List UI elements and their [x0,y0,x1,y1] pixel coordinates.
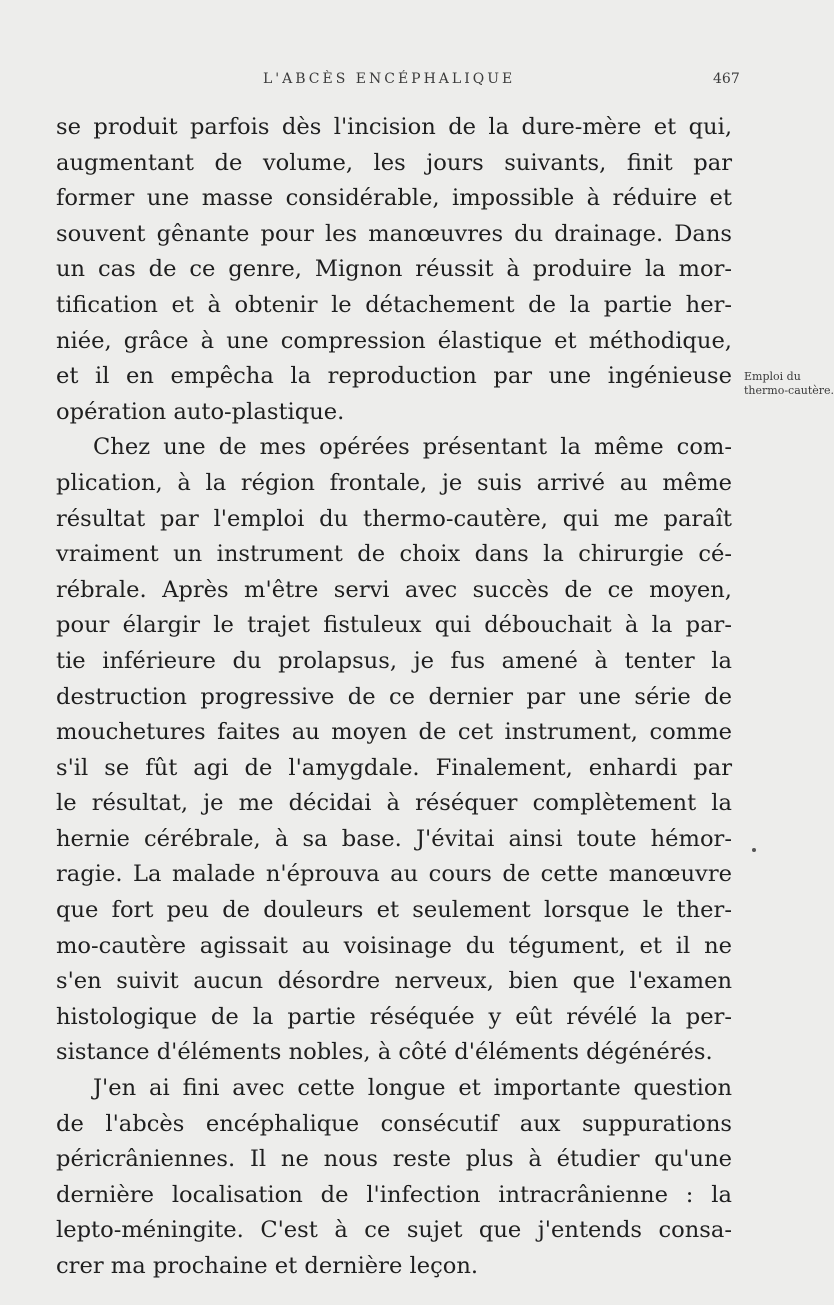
text-line: tie inférieure du prolapsus, je fus amené à tenter la [56,647,732,674]
text-line: de l'abcès encéphalique consécutif aux suppurations [56,1110,732,1137]
text-line: J'en ai fini avec cette longue et importante question [93,1075,732,1102]
text-line: que fort peu de douleurs et seulement lorsque le ther- [56,897,732,924]
text-line: pour élargir le trajet fistuleux qui débouchait à la par- [56,612,732,639]
text-line: opération auto-plastique. [56,398,345,425]
text-line: s'en suivit aucun désordre nerveux, bien que l'examen [56,968,732,995]
margin-note [744,370,834,398]
text-line: niée, grâce à une compression élastique et méthodique, [56,327,732,354]
margin-note-line-1: Emploi du [744,370,801,383]
text-line: destruction progressive de ce dernier par une série de [56,683,732,710]
margin-note-line-2: thermo-cautère. [744,384,834,397]
text-line: mo-cautère agissait au voisinage du tégument, et il ne [56,932,732,959]
text-line: histologique de la partie réséquée y eût révélé la per- [56,1003,732,1030]
text-line: Chez une de mes opérées présentant la même com- [93,434,732,461]
text-line: sistance d'éléments nobles, à côté d'éléments dégénérés. [56,1039,713,1066]
running-head-title: L'ABCÈS ENCÉPHALIQUE [263,71,516,87]
text-line: augmentant de volume, les jours suivants, finit par [56,149,732,176]
body-text [56,110,732,1285]
text-line: se produit parfois dès l'incision de la dure-mère et qui, [56,114,732,140]
text-line: péricrâniennes. Il ne nous reste plus à étudier qu'une [56,1146,732,1173]
page-number: 467 [713,71,740,87]
text-line: un cas de ce genre, Mignon réussit à produire la mor- [56,256,732,283]
text-line: le résultat, je me décidai à réséquer complètement la [56,790,732,817]
margin-bullet-mark [752,848,756,852]
text-line: et il en empêcha la reproduction par une ingénieuse [56,363,732,390]
text-line: souvent gênante pour les manœuvres du drainage. Dans [56,220,732,247]
text-line: hernie cérébrale, à sa base. J'évitai ainsi toute hémor- [56,825,732,852]
text-line: plication, à la région frontale, je suis arrivé au même [56,469,732,496]
text-line: crer ma prochaine et dernière leçon. [56,1253,479,1279]
text-line: former une masse considérable, impossible à réduire et [56,185,732,212]
text-line: tification et à obtenir le détachement de la partie her- [56,291,732,318]
running-head [0,71,800,101]
text-line: rébrale. Après m'être servi avec succès de ce moyen, [56,576,732,603]
text-line: mouchetures faites au moyen de cet instrument, comme [56,719,732,746]
text-line: vraiment un instrument de choix dans la chirurgie cé- [56,541,732,568]
text-line: résultat par l'emploi du thermo-cautère, qui me paraît [56,505,732,532]
text-line: lepto-méningite. C'est à ce sujet que j'entends consa- [56,1217,732,1244]
text-line: s'il se fût agi de l'amygdale. Finalement, enhardi par [56,754,732,781]
text-line: ragie. La malade n'éprouva au cours de cette manœuvre [56,861,732,888]
text-line: dernière localisation de l'infection intracrânienne : la [56,1181,732,1208]
